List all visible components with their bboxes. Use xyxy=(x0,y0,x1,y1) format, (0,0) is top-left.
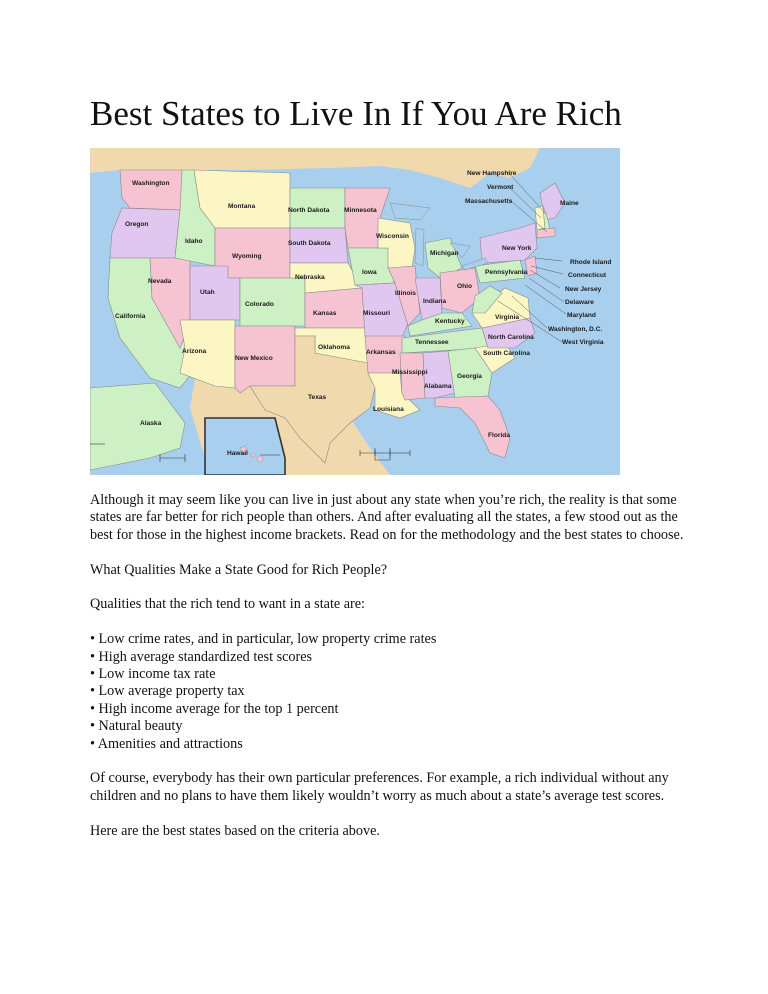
label-wyoming: Wyoming xyxy=(232,253,262,260)
label-maryland: Maryland xyxy=(567,312,596,319)
label-hawaii: Hawaii xyxy=(227,450,248,457)
state-mississippi xyxy=(400,353,425,400)
label-washington-dc: Washington, D.C. xyxy=(548,326,603,333)
label-maine: Maine xyxy=(560,200,579,207)
label-california: California xyxy=(115,313,146,320)
list-item: • High income average for the top 1 percent xyxy=(90,700,339,717)
article-body xyxy=(90,492,690,857)
state-iowa xyxy=(348,248,394,285)
label-texas: Texas xyxy=(308,394,327,401)
preference-paragraph: Of course, everybody has their own particular preferences. For example, a rich individual without any children and no plans to have them likely wouldn’t worry as much about a state’s average test scores. xyxy=(90,770,669,804)
lead-paragraph: Qualities that the rich tend to want in a state are: xyxy=(90,596,365,613)
label-delaware: Delaware xyxy=(565,299,594,306)
label-georgia: Georgia xyxy=(457,373,482,380)
state-washington xyxy=(120,170,185,210)
list-item: • High average standardized test scores xyxy=(90,648,313,665)
state-kansas xyxy=(305,288,365,328)
label-west-virginia: West Virginia xyxy=(562,339,604,346)
label-alabama: Alabama xyxy=(424,383,452,390)
list-item: • Amenities and attractions xyxy=(90,735,243,752)
label-nebraska: Nebraska xyxy=(295,274,325,281)
label-wisconsin: Wisconsin xyxy=(376,233,409,240)
label-florida: Florida xyxy=(488,432,510,439)
label-idaho: Idaho xyxy=(185,238,203,245)
label-new-jersey: New Jersey xyxy=(565,286,602,293)
list-item: • Low income tax rate xyxy=(90,666,216,683)
state-oregon xyxy=(110,208,180,258)
label-connecticut: Connecticut xyxy=(568,272,607,279)
label-oregon: Oregon xyxy=(125,221,149,228)
label-south-carolina: South Carolina xyxy=(483,350,530,357)
label-south-dakota: South Dakota xyxy=(288,240,331,247)
label-indiana: Indiana xyxy=(423,298,447,305)
label-virginia: Virginia xyxy=(495,314,520,321)
lake-michigan xyxy=(415,228,424,266)
label-mississippi: Mississippi xyxy=(392,369,428,376)
label-new-mexico: New Mexico xyxy=(235,355,273,362)
label-utah: Utah xyxy=(200,289,215,296)
list-item: • Low crime rates, and in particular, low property crime rates xyxy=(90,631,437,648)
state-montana xyxy=(194,170,290,228)
label-minnesota: Minnesota xyxy=(344,207,377,214)
label-iowa: Iowa xyxy=(362,269,377,276)
label-colorado: Colorado xyxy=(245,301,274,308)
page-title: Best States to Live In If You Are Rich xyxy=(90,94,622,133)
label-kentucky: Kentucky xyxy=(435,318,465,325)
list-item: • Natural beauty xyxy=(90,718,183,735)
label-nevada: Nevada xyxy=(148,278,172,285)
closing-paragraph: Here are the best states based on the criteria above. xyxy=(90,822,380,839)
label-louisiana: Louisiana xyxy=(373,406,404,413)
section-question: What Qualities Make a State Good for Rich People? xyxy=(90,561,388,578)
label-michigan: Michigan xyxy=(430,250,459,257)
us-states-map xyxy=(90,148,620,475)
label-arizona: Arizona xyxy=(182,348,207,355)
label-arkansas: Arkansas xyxy=(366,349,396,356)
label-north-dakota: North Dakota xyxy=(288,207,330,214)
list-item: • Low average property tax xyxy=(90,683,245,700)
label-oklahoma: Oklahoma xyxy=(318,344,350,351)
label-new-hampshire: New Hampshire xyxy=(467,170,517,177)
label-vermont: Vermont xyxy=(487,184,514,191)
label-alaska: Alaska xyxy=(140,420,162,427)
label-new-york: New York xyxy=(502,245,532,252)
label-massachusetts: Massachusetts xyxy=(465,198,513,205)
label-tennessee: Tennessee xyxy=(415,339,449,346)
label-pennsylvania: Pennsylvania xyxy=(485,269,528,276)
label-illinois: Illinois xyxy=(395,290,416,297)
label-north-carolina: North Carolina xyxy=(488,334,534,341)
state-massachusetts xyxy=(537,228,555,238)
label-missouri: Missouri xyxy=(363,310,391,317)
label-kansas: Kansas xyxy=(313,310,337,317)
label-rhode-island: Rhode Island xyxy=(570,259,612,266)
qualities-list xyxy=(90,631,690,753)
label-montana: Montana xyxy=(228,203,256,210)
label-ohio: Ohio xyxy=(457,283,473,290)
label-washington: Washington xyxy=(132,180,170,187)
intro-paragraph: Although it may seem like you can live in just about any state when you’re rich, the reality is that some states are far better for rich people than others. And after evaluating all the states, a few stood out as the best for those in the highest income brackets. Read on for the methodology and the best states to choose. xyxy=(90,492,684,543)
